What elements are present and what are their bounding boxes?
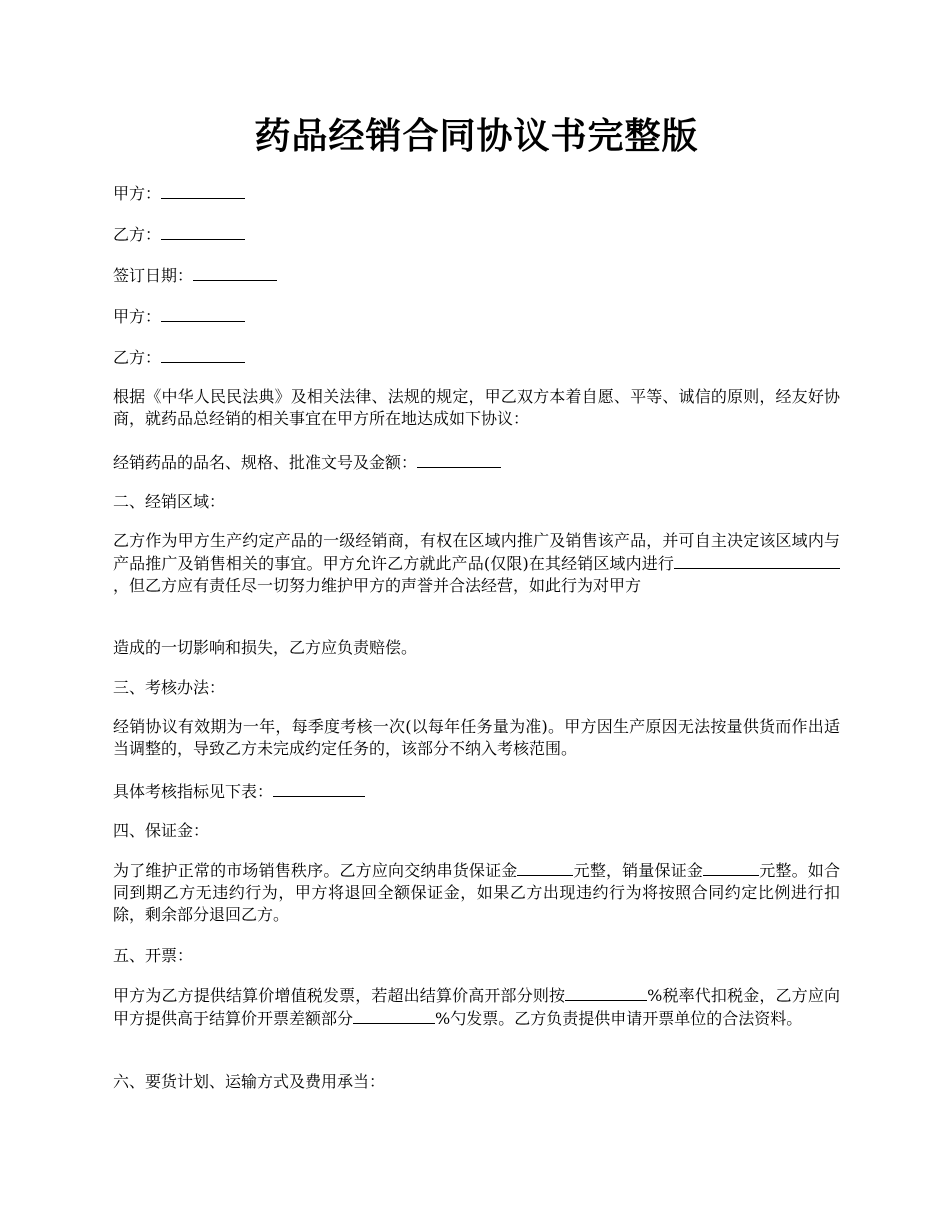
section2-body-b: ，但乙方应有责任尽一切努力维护甲方的声誉并合法经营，如此行为对甲方 bbox=[113, 576, 642, 595]
section3-table-label: 具体考核指标见下表： bbox=[113, 782, 274, 801]
product-info-label: 经销药品的品名、规格、批准文号及金额： bbox=[113, 453, 418, 472]
section4-blank-2 bbox=[703, 859, 759, 876]
party-b-label-2: 乙方： bbox=[113, 348, 162, 367]
section2-heading: 二、经销区域： bbox=[113, 492, 226, 511]
section5-body-b: %税率代扣税金，乙方应向甲方提供高于结算价开票差额部分 bbox=[113, 986, 840, 1028]
party-a-line-2 bbox=[113, 305, 840, 328]
sign-date-label: 签订日期： bbox=[113, 266, 194, 285]
section2-blank bbox=[674, 552, 840, 569]
product-info-blank bbox=[417, 451, 501, 468]
section5-blank-2 bbox=[353, 1007, 435, 1024]
section3-table-line bbox=[113, 780, 840, 803]
party-a-line bbox=[113, 182, 840, 205]
section5-heading: 五、开票： bbox=[113, 946, 194, 965]
sign-date-blank bbox=[193, 264, 277, 281]
product-info-line bbox=[113, 451, 840, 474]
section5-body-a: 甲方为乙方提供结算价增值税发票，若超出结算价高开部分则按 bbox=[113, 986, 566, 1005]
section2-body-a: 乙方作为甲方生产约定产品的一级经销商，有权在区域内推广及销售该产品，并可自主决定该区域内与产品推广及销售相关的事宜。甲方允许乙方就此产品(仅限)在其经销区域内进行 bbox=[113, 531, 840, 573]
section2-body bbox=[113, 530, 840, 597]
intro-paragraph: 根据《中华人民民法典》及相关法律、法规的规定，甲乙双方本着自愿、平等、诚信的原则，经友好协商，就药品总经销的相关事宜在甲方所在地达成如下协议： bbox=[113, 387, 840, 428]
party-b-blank bbox=[161, 223, 245, 240]
section4-heading: 四、保证金： bbox=[113, 821, 210, 840]
party-a-blank bbox=[161, 182, 245, 199]
section4-body-a: 为了维护正常的市场销售秩序。乙方应向交纳串货保证金 bbox=[113, 861, 518, 880]
section3-heading: 三、考核办法： bbox=[113, 678, 226, 697]
party-a-blank-2 bbox=[161, 305, 245, 322]
section6-heading: 六、要货计划、运输方式及费用承当： bbox=[113, 1072, 386, 1091]
party-a-label: 甲方： bbox=[113, 184, 162, 203]
section5-body bbox=[113, 984, 840, 1030]
section5-blank-1 bbox=[565, 984, 647, 1001]
section5-body-c: %勺发票。乙方负责提供申请开票单位的合法资料。 bbox=[435, 1009, 803, 1028]
sign-date-line bbox=[113, 264, 840, 287]
party-b-label: 乙方： bbox=[113, 225, 162, 244]
section4-body-b: 元整，销量保证金 bbox=[573, 861, 704, 880]
section4-body-c: 元整。如合同到期乙方无违约行为，甲方将退回全额保证金，如果乙方出现违约行为将按照合同约定比例进行扣除，剩余部分退回乙方。 bbox=[113, 861, 840, 924]
section3-table-blank bbox=[273, 780, 365, 797]
party-b-line bbox=[113, 223, 840, 246]
document-title: 药品经销合同协议书完整版 bbox=[254, 115, 699, 157]
party-b-blank-2 bbox=[161, 346, 245, 363]
section4-blank-1 bbox=[517, 859, 573, 876]
party-a-label-2: 甲方： bbox=[113, 307, 162, 326]
party-b-line-2 bbox=[113, 346, 840, 369]
section2-body-continued: 造成的一切影响和损失，乙方应负责赔偿。 bbox=[113, 638, 418, 657]
section3-body: 经销协议有效期为一年，每季度考核一次(以每年任务量为准)。甲方因生产原因无法按量供货而作出适当调整的，导致乙方未完成约定任务的，该部分不纳入考核范围。 bbox=[113, 717, 840, 758]
section4-body bbox=[113, 859, 840, 926]
